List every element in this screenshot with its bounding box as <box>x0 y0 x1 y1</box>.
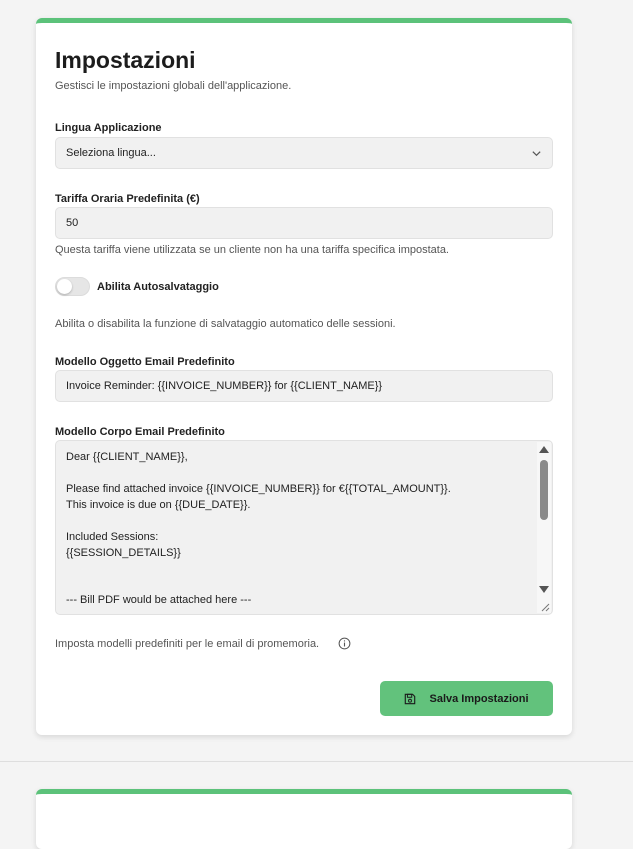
scroll-down-icon[interactable] <box>539 586 549 593</box>
hourly-rate-label: Tariffa Oraria Predefinita (€) <box>55 193 200 205</box>
email-body-line: Please find attached invoice {{INVOICE_NUMBER}} for €{{TOTAL_AMOUNT}}. <box>66 483 451 495</box>
save-settings-button[interactable] <box>380 681 553 716</box>
section-divider <box>0 761 633 762</box>
language-label: Lingua Applicazione <box>55 122 162 134</box>
resize-grip-icon[interactable] <box>540 602 550 612</box>
email-body-textarea[interactable] <box>55 440 553 615</box>
hourly-rate-input[interactable] <box>55 207 553 239</box>
autosave-toggle[interactable] <box>55 277 90 296</box>
page-subtitle: Gestisci le impostazioni globali dell'applicazione. <box>55 80 292 92</box>
scroll-thumb[interactable] <box>540 460 548 520</box>
textarea-scrollbar[interactable] <box>537 442 551 613</box>
settings-card <box>36 18 572 735</box>
autosave-help: Abilita o disabilita la funzione di salvataggio automatico delle sessioni. <box>55 318 396 330</box>
scroll-up-icon[interactable] <box>539 446 549 453</box>
email-body-label: Modello Corpo Email Predefinito <box>55 426 225 438</box>
email-body-line: {{SESSION_DETAILS}} <box>66 547 181 559</box>
language-select-value: Seleziona lingua... <box>66 147 156 159</box>
email-subject-value: Invoice Reminder: {{INVOICE_NUMBER}} for {{CLIENT_NAME}} <box>66 380 383 392</box>
chevron-down-icon <box>531 148 542 159</box>
save-button-label: Salva Impostazioni <box>429 692 529 705</box>
next-card <box>36 789 572 849</box>
templates-help: Imposta modelli predefiniti per le email di promemoria. <box>55 638 320 650</box>
toggle-knob <box>57 279 72 294</box>
autosave-label: Abilita Autosalvataggio <box>97 281 219 293</box>
language-select[interactable] <box>55 137 553 169</box>
info-icon[interactable] <box>338 637 351 650</box>
email-subject-label: Modello Oggetto Email Predefinito <box>55 356 235 368</box>
save-icon <box>404 693 416 705</box>
hourly-rate-value: 50 <box>66 217 79 229</box>
email-body-line: Dear {{CLIENT_NAME}}, <box>66 451 188 463</box>
hourly-rate-help: Questa tariffa viene utilizzata se un cliente non ha una tariffa specifica impostata. <box>55 244 449 256</box>
email-body-line: Included Sessions: <box>66 531 159 543</box>
page-title: Impostazioni <box>55 47 196 73</box>
email-subject-input[interactable] <box>55 370 553 402</box>
email-body-line: --- Bill PDF would be attached here --- <box>66 594 252 606</box>
email-body-line: This invoice is due on {{DUE_DATE}}. <box>66 499 251 511</box>
